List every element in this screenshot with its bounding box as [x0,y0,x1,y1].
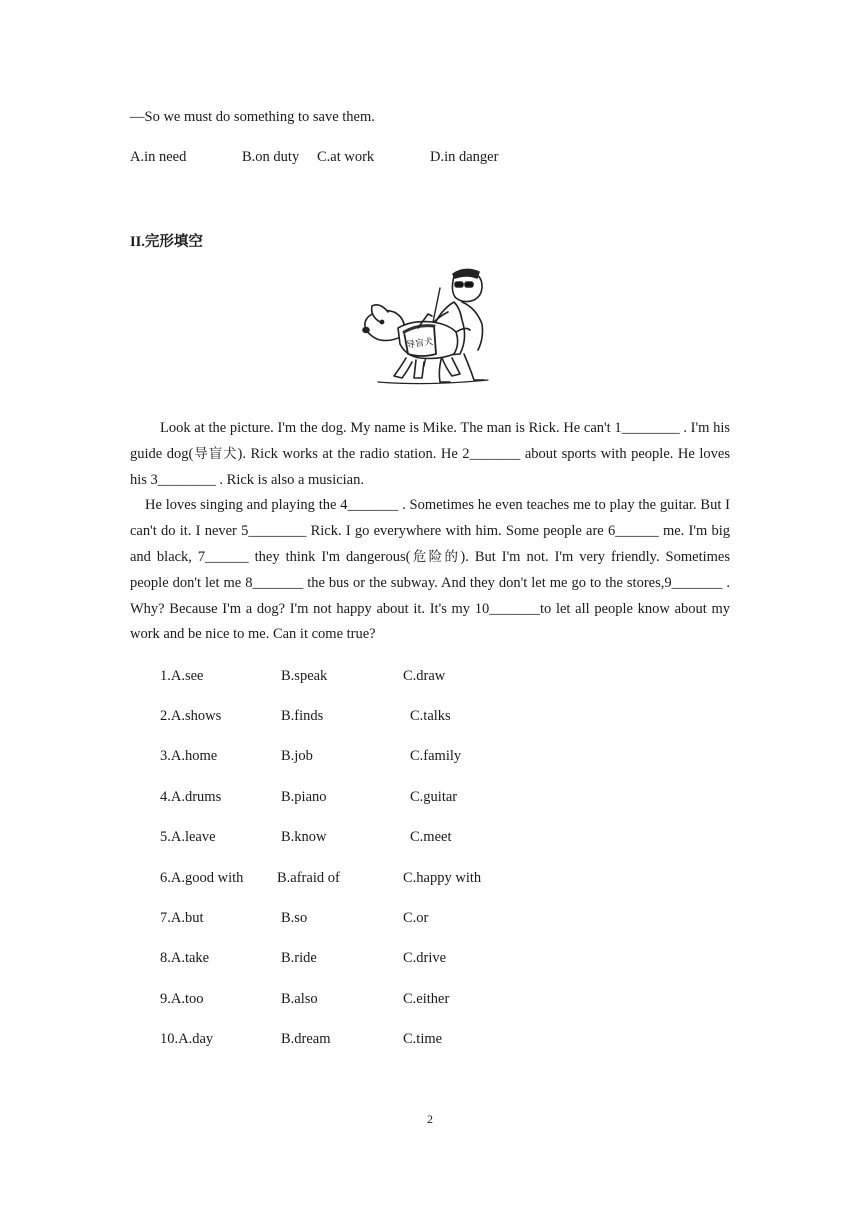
question-9-option-b: B.also [281,991,318,1007]
question-2-option-a: 2.A.shows [160,708,222,724]
question-10-option-a: 10.A.day [160,1031,214,1047]
section-heading [130,230,203,251]
question-1-option-c: C.draw [403,668,446,684]
question-8-option-c: C.drive [403,950,447,966]
question-5-option-c: C.meet [410,829,452,845]
question-7-option-a: 7.A.but [160,910,204,926]
passage-p1-chinese-gloss: 导盲犬 [193,445,238,462]
question-4-option-b: B.piano [281,789,327,805]
question-1-option-b: B.speak [281,668,328,684]
option-d: D.in danger [430,149,499,165]
question-6-option-b: B.afraid of [277,870,340,886]
passage-p1-text-a: Look at the picture. I'm the dog. My name is Mike. The man is Rick. He can't 1________ . I'm his guide dog( [130,420,730,462]
option-a: A.in need [130,149,187,165]
question-7-option-c: C.or [403,910,429,926]
question-5-option-a: 5.A.leave [160,829,216,845]
question-6-option-a: 6.A.good with [160,870,244,886]
question-3-option-a: 3.A.home [160,748,218,764]
question-7-option-b: B.so [281,910,308,926]
question-8-option-b: B.ride [281,950,317,966]
section-number: II. [130,234,145,250]
question-6-option-c: C.happy with [403,870,482,886]
question-2-option-b: B.finds [281,708,324,724]
passage-p2-text-a: He loves singing and playing the 4_______ . Sometimes he even teaches me to play the guitar. But I can't do it. I never 5________ Rick. I go everywhere with him. Some people are 6______ me. I'm big and black, 7______ they think I'm dangerous( [130,497,730,565]
passage-p1-text-b: ). Rick works at the radio station. He 2_______ about sports with people. He loves his 3________ . Rick is also a musician. [130,445,730,488]
question-1-option-a: 1.A.see [160,668,204,684]
question-3-option-c: C.family [410,748,462,764]
question-10-option-b: B.dream [281,1031,331,1047]
question-8-option-a: 8.A.take [160,950,210,966]
vest-sign-text: 导盲犬 [405,337,434,351]
passage-paragraph-1 [130,416,730,493]
passage-p2-chinese-gloss: 危险的 [410,548,461,565]
question-9-option-c: C.either [403,991,450,1007]
option-b: B.on duty [242,149,300,165]
question-2-option-c: C.talks [410,708,451,724]
section-title: 完形填空 [144,234,203,250]
dialog-line: —So we must do something to save them. [130,109,375,125]
question-9-option-a: 9.A.too [160,991,204,1007]
passage-paragraph-2 [130,493,730,648]
page-number: 2 [427,1112,433,1126]
question-3-option-b: B.job [281,748,313,764]
passage-p2-text-b: ). But I'm not. I'm very friendly. Sometimes people don't let me 8_______ the bus or the subway. And they don't let me go to the stores,9_______ . Why? Because I'm a dog? I'm not happy about it. It's my 10_______to let all people know about my work and be nice to me. Can it come true? [130,548,731,643]
passage [130,416,730,648]
question-5-option-b: B.know [281,829,327,845]
option-c: C.at work [317,149,375,165]
guide-dog-illustration [358,266,494,390]
question-4-option-a: 4.A.drums [160,789,222,805]
question-10-option-c: C.time [403,1031,443,1047]
question-4-option-c: C.guitar [410,789,458,805]
